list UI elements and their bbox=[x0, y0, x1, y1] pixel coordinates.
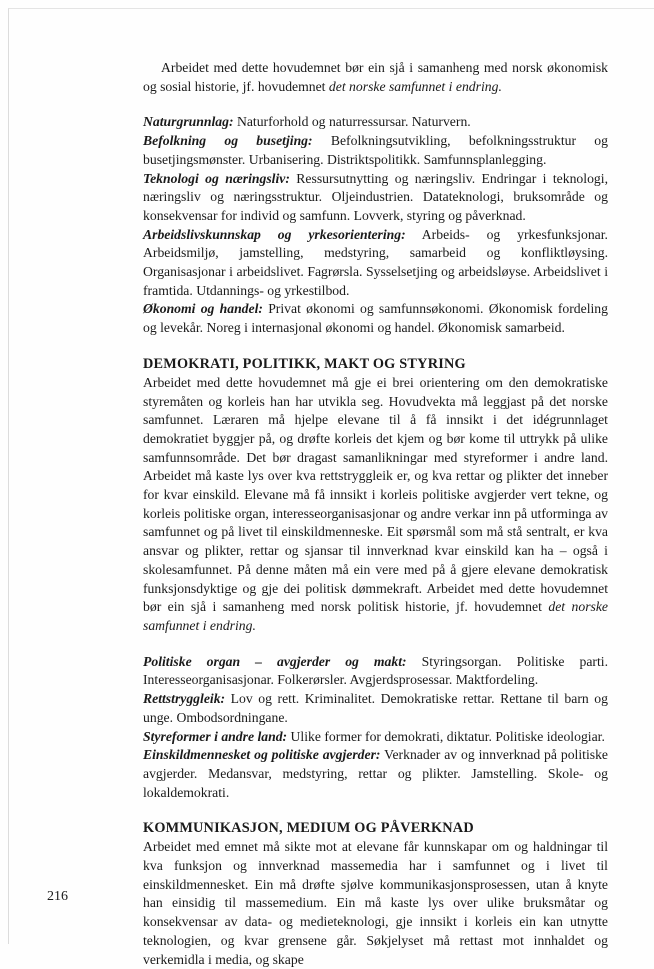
topic-term: Teknologi og næringsliv: bbox=[143, 170, 290, 186]
topic-term: Politiske organ – avgjerder og makt: bbox=[143, 653, 407, 669]
topic-item bbox=[143, 746, 608, 802]
topic-item bbox=[143, 300, 608, 337]
topic-term: Einskildmennesket og politiske avgjerder: bbox=[143, 747, 381, 763]
section-body bbox=[143, 374, 608, 636]
topic-text: Naturforhold og naturressursar. Naturvern. bbox=[233, 114, 471, 130]
topic-text: Befolkningsutvikling, befolkningsstruktur og busetjingsmønster. Urbanisering. Distriktspolitikk. Samfunnsplanlegging. bbox=[143, 133, 608, 167]
intro-text: Arbeidet med dette hovudemnet bør ein sjå i samanheng med norsk økonomisk og sosial historie, jf. hovudemnet bbox=[143, 60, 608, 94]
topic-term: Økonomi og handel: bbox=[143, 301, 263, 317]
topic-list-economy bbox=[143, 113, 608, 337]
topic-text: Ulike former for demokrati, diktatur. Politiske ideologiar. bbox=[287, 728, 605, 744]
topic-text: Lov og rett. Kriminalitet. Demokratiske rettar. Rettane til barn og unge. Ombodsordningane. bbox=[143, 691, 608, 725]
topic-item bbox=[143, 728, 608, 747]
topic-term: Naturgrunnlag: bbox=[143, 114, 234, 130]
section-heading: DEMOKRATI, POLITIKK, MAKT OG STYRING bbox=[143, 355, 466, 372]
section-body-text: Arbeidet med dette hovudemnet må gje ei brei orientering om den demokratiske styremåten og korleis han har utvikla seg. Hovudvekta må leggjast på det norske samfunnet. Læraren må hjelpe elevane til å få innsikt i det idégrunnlaget demokratiet byggjer på, og drøfte korleis det kjem og bør kome til uttrykk på ulike samfunnsområde. Det bør dragast samanlikningar med styreformer i andre land. Arbeidet må kaste lys over kva rettstryggleik er, og kva rettar og plikter det inneber for kvar einskild. Elevane må få innsikt i korleis politiske avgjerder vert tekne, og korleis politiske organ, interesseorganisasjonar og andre verkar inn på utforminga av samfunnet og på livet til einskildmenneske. Eit spørsmål som må stå sentralt, er kva ansvar og plikter, rettar og sjansar til innverknad kvar einskild kan ha – også i skolesamfunnet. På denne måten må ein vere med på å gjere elevane demokratisk funksjonsdyktige og gje dei politisk dømmekraft. Arbeidet med dette hovudemnet bør ein sjå i samanheng med norsk politisk historie, jf. hovudemnet bbox=[143, 374, 608, 615]
topic-text: Verknader av og innverknad på politiske avgjerder. Medansvar, medstyring, rettar og plikter. Jamstelling. Skole- og lokaldemokrati. bbox=[143, 747, 608, 800]
topic-text: Arbeids- og yrkesfunksjonar. Arbeidsmiljø, jamstelling, medstyring, samarbeid og konfliktløysing. Organisasjonar i arbeidslivet. Fagrørsla. Sysselsetjing og arbeidsløyse. Arbeidslivet i framtida. Utdannings- og yrkestilbod. bbox=[143, 226, 608, 298]
section-body-text: Arbeidet med emnet må sikte mot at elevane får kunnskapar om og haldningar til kva funksjon og innverknad massemedia har i samfunnet og i livet til einskildmennesket. Ein må drøfte sjølve kommunikasjonsprosessen, utan å knyte han einsidig til massemedium. Ein må kaste lys over ulike bruksmåtar og konsekvensar av data- og medieteknologi, gje innsikt i korleis ein kan utnytte teknologien, og kvar grensene går. Søkjelyset må rettast mot innhaldet og verkemidla i media, og skape bbox=[143, 839, 608, 967]
topic-term: Styreformer i andre land: bbox=[143, 728, 288, 744]
topic-term: Rettstryggleik: bbox=[143, 691, 226, 707]
intro-paragraph bbox=[143, 59, 608, 96]
topic-item bbox=[143, 113, 608, 132]
section-heading: KOMMUNIKASJON, MEDIUM OG PÅVERKNAD bbox=[143, 820, 474, 837]
topic-item bbox=[143, 226, 608, 301]
topic-item bbox=[143, 132, 608, 169]
section-reference: det norske samfunnet i endring. bbox=[143, 599, 608, 633]
topic-term: Arbeidslivskunnskap og yrkesorientering: bbox=[143, 226, 406, 242]
intro-reference: det norske samfunnet i endring. bbox=[328, 78, 502, 94]
page-content bbox=[143, 59, 608, 969]
topic-text: Privat økonomi og samfunnsøkonomi. Økonomisk fordeling og levekår. Noreg i internasjonal økonomi og handel. Økonomisk samarbeid. bbox=[143, 301, 608, 336]
topic-list-democracy bbox=[143, 653, 608, 803]
topic-term: Befolkning og busetjing: bbox=[143, 133, 313, 149]
topic-item bbox=[143, 690, 608, 727]
topic-item bbox=[143, 170, 608, 226]
page-number: 216 bbox=[47, 889, 68, 904]
topic-text: Styringsorgan. Politiske parti. Interesseorganisasjonar. Folkerørsler. Avgjerdsprosessar. Maktfordeling. bbox=[143, 653, 608, 688]
topic-item bbox=[143, 653, 608, 690]
topic-text: Ressursutnytting og næringsliv. Endringar i teknologi, næringsliv og næringsstruktur. Oljeindustrien. Datateknologi, bruksområde og konsekvensar for individ og samfunn. Lovverk, styring og påverknad. bbox=[143, 170, 608, 223]
section-body bbox=[143, 838, 608, 969]
